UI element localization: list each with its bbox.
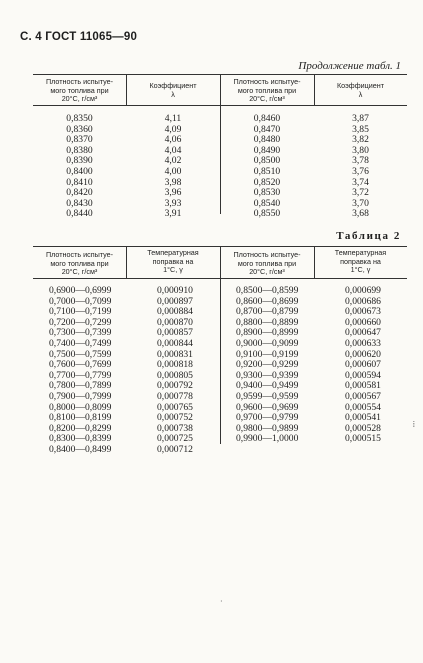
- table-cell: 0,000765: [157, 401, 193, 413]
- table-cell: 0,8470: [253, 123, 281, 135]
- table1-header-density: Плотность испытуе- мого топлива при 20°С, г/см³: [233, 77, 301, 104]
- table-cell: 0,9700—0,9799: [236, 412, 299, 424]
- table-cell: 0,8460: [253, 113, 281, 124]
- table1-header-coef: Коэффициент λ: [336, 81, 385, 99]
- table-cell: 0,8440: [66, 208, 93, 220]
- table2-temp-column: [157, 286, 220, 456]
- table-cell: 0,000844: [157, 337, 193, 349]
- table-cell: 3,82: [352, 134, 369, 146]
- table-cell: 0,000673: [345, 306, 381, 318]
- table-cell: 4,09: [164, 123, 182, 135]
- table-cell: 4,06: [164, 134, 182, 146]
- table-cell: 0,000738: [157, 422, 193, 434]
- table-cell: 0,000541: [345, 412, 381, 424]
- table-cell: 0,9300—0,9399: [236, 369, 299, 381]
- table-cell: 3,91: [164, 208, 182, 220]
- table-cell: 0,7100—0,7199: [49, 306, 112, 318]
- table1-continuation-title: Продолжение табл. 1: [298, 60, 401, 72]
- table2-header-temp: Температурная поправка на 1°С, γ: [334, 248, 387, 275]
- table-cell: 0,000607: [345, 359, 381, 371]
- table-cell: 0,000870: [157, 316, 193, 328]
- table-cell: 0,9600—0,9699: [236, 401, 299, 413]
- table-cell: 0,8000—0,8099: [49, 401, 112, 413]
- table1-density-column: [43, 114, 116, 220]
- table-cell: 0,000528: [345, 422, 381, 434]
- table-cell: 0,000910: [157, 285, 193, 296]
- table-cell: 0,9100—0,9199: [236, 348, 299, 360]
- table-cell: 0,000554: [345, 401, 381, 413]
- table1-coef-column: [136, 114, 210, 220]
- table-cell: 0,8490: [253, 144, 281, 156]
- table-cell: 0,000660: [345, 316, 381, 328]
- table-cell: 0,8390: [66, 155, 93, 167]
- table-cell: 0,8480: [253, 134, 281, 146]
- table-cell: 0,000633: [345, 337, 381, 349]
- table-cell: 0,000594: [345, 369, 381, 381]
- table-cell: 0,9800—0,9899: [236, 422, 299, 434]
- table-cell: 0,8350: [66, 113, 93, 124]
- table2-header-temp: Температурная поправка на 1°С, γ: [147, 248, 199, 275]
- table-cell: 0,8380: [66, 144, 93, 156]
- table2-range-column: [49, 286, 126, 456]
- table-cell: 0,000857: [157, 327, 193, 339]
- table-cell: 0,8410: [66, 176, 93, 188]
- table-cell: 0,9000—0,9099: [236, 337, 299, 349]
- table-cell: 4,00: [164, 165, 182, 177]
- table-cell: 0,8550: [253, 208, 281, 220]
- table-cell: 0,8400—0,8499: [49, 443, 112, 455]
- page-header: С. 4 ГОСТ 11065—90: [20, 31, 138, 43]
- table-cell: 3,85: [352, 123, 369, 135]
- table-cell: 3,80: [352, 144, 369, 156]
- table-cell: 0,000712: [157, 443, 193, 455]
- table-cell: 0,9200—0,9299: [236, 359, 299, 371]
- table-cell: 0,000831: [157, 348, 193, 360]
- table-cell: 0,000699: [345, 285, 381, 296]
- table-cell: 0,000778: [157, 390, 193, 402]
- table-cell: 0,8200—0,8299: [49, 422, 112, 434]
- table-cell: 0,7500—0,7599: [49, 348, 112, 360]
- table2-header-density: Плотность испытуе- мого топлива при 20°С, г/см³: [45, 250, 114, 277]
- table-cell: 0,7400—0,7499: [49, 337, 112, 349]
- table-cell: 0,000581: [345, 380, 381, 392]
- table-cell: 0,9900—1,0000: [236, 433, 299, 445]
- table-cell: 0,000725: [157, 433, 193, 445]
- table-cell: 0,8500: [253, 155, 281, 167]
- table-cell: 3,93: [164, 197, 182, 209]
- table-cell: 0,000805: [157, 369, 193, 381]
- table-cell: 3,74: [352, 176, 369, 188]
- table2-title: Таблица 2: [336, 230, 401, 242]
- table1-header-coef: Коэффициент λ: [149, 81, 197, 99]
- table-cell: 0,7200—0,7299: [49, 316, 112, 328]
- table-cell: 3,72: [352, 187, 369, 199]
- table-cell: 0,9400—0,9499: [236, 380, 299, 392]
- table2-temp-column: [345, 286, 407, 445]
- table-cell: 0,7900—0,7999: [49, 390, 112, 402]
- table-cell: 0,000897: [157, 295, 193, 307]
- table-cell: 0,000884: [157, 306, 193, 318]
- table-cell: 3,98: [164, 176, 182, 188]
- table-cell: 0,8540: [253, 197, 281, 209]
- table-cell: 0,8360: [66, 123, 93, 135]
- table-cell: 4,11: [164, 113, 182, 124]
- table-cell: 3,70: [352, 197, 369, 209]
- table-cell: 4,02: [164, 155, 182, 167]
- table-cell: 0,9599—0,9599: [236, 390, 299, 402]
- table-cell: 0,7300—0,7399: [49, 327, 112, 339]
- table-cell: 0,7600—0,7699: [49, 359, 112, 371]
- table-cell: 0,8370: [66, 134, 93, 146]
- table-cell: 0,7800—0,7899: [49, 380, 112, 392]
- table-cell: 3,78: [352, 155, 369, 167]
- table1-density-column: [230, 114, 304, 220]
- scan-dot: ·: [220, 597, 223, 606]
- table-cell: 0,7700—0,7799: [49, 369, 112, 381]
- table-cell: 0,8600—0,8699: [236, 295, 299, 307]
- table1-header-density: Плотность испытуе- мого топлива при 20°С, г/см³: [45, 77, 114, 104]
- table-cell: 3,87: [352, 113, 369, 124]
- table-cell: 0,8520: [253, 176, 281, 188]
- table-cell: 0,8100—0,8199: [49, 412, 112, 424]
- table1-coef-column: [324, 114, 397, 220]
- table-cell: 0,000567: [345, 390, 381, 402]
- table-cell: 0,6900—0,6999: [49, 285, 112, 296]
- table-cell: 0,000620: [345, 348, 381, 360]
- table-cell: 0,7000—0,7099: [49, 295, 112, 307]
- table-cell: 0,000686: [345, 295, 381, 307]
- table-cell: 0,8400: [66, 165, 93, 177]
- table-cell: 0,8430: [66, 197, 93, 209]
- margin-mark: ⁞: [412, 420, 415, 429]
- table-cell: 0,000515: [345, 433, 381, 445]
- table1: [33, 74, 407, 220]
- table-cell: 4,04: [164, 144, 182, 156]
- table-cell: 0,000752: [157, 412, 193, 424]
- table2: [33, 246, 407, 455]
- table-cell: 0,8500—0,8599: [236, 285, 299, 296]
- table-cell: 3,68: [352, 208, 369, 220]
- table-cell: 0,8800—0,8899: [236, 316, 299, 328]
- table-cell: 0,8510: [253, 165, 281, 177]
- table-cell: 0,8700—0,8799: [236, 306, 299, 318]
- table-cell: 0,000647: [345, 327, 381, 339]
- table2-range-column: [236, 286, 314, 445]
- table-cell: 0,000792: [157, 380, 193, 392]
- table2-header-density: Плотность испытуе- мого топлива при 20°С, г/см³: [233, 250, 301, 277]
- table-cell: 0,000818: [157, 359, 193, 371]
- table-cell: 0,8900—0,8999: [236, 327, 299, 339]
- table-cell: 3,76: [352, 165, 369, 177]
- table-cell: 0,8300—0,8399: [49, 433, 112, 445]
- table-cell: 0,8420: [66, 187, 93, 199]
- table-cell: 3,96: [164, 187, 182, 199]
- table-cell: 0,8530: [253, 187, 281, 199]
